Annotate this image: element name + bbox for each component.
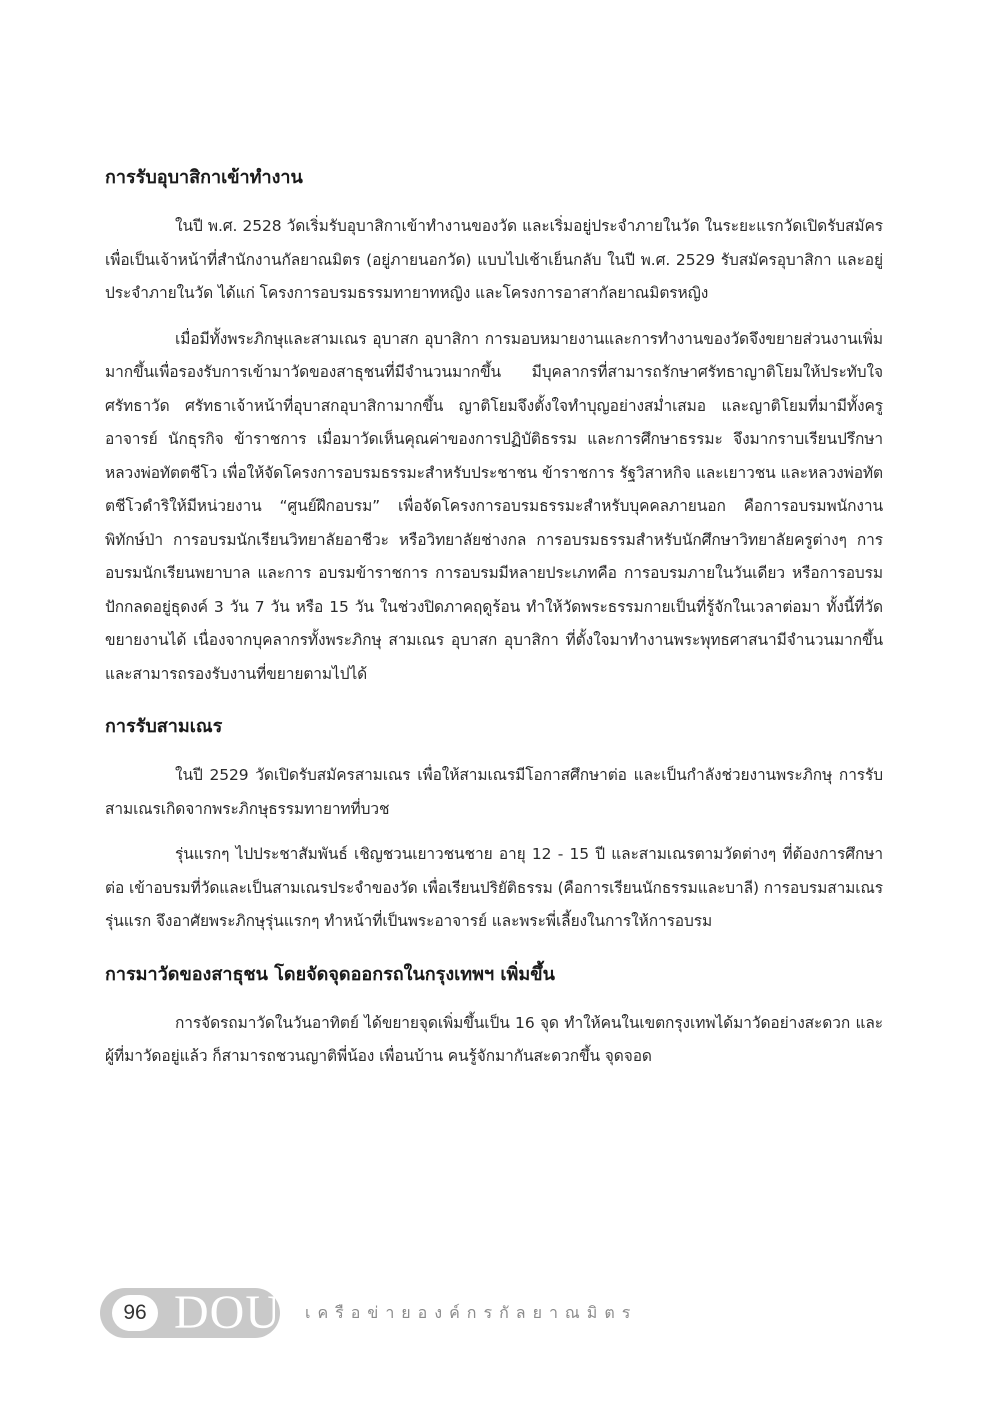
dou-logo: DOU (174, 1286, 281, 1339)
page-content (105, 160, 883, 1092)
paragraph: เมื่อมีทั้งพระภิกษุและสามเณร อุบาสก อุบาสิกา การมอบหมายงานและการทำงานของวัดจึงขยายส่วนงานเพิ่มมากขึ้นเพื่อรองรับการเข้ามาวัดของสาธุชนที่มีจำนวนมากขึ้น มีบุคลากรที่สามารถรักษาศรัทธาญาติโยมให้ประทับใจ ศรัทธาวัด ศรัทธาเจ้าหน้าที่อุบาสกอุบาสิกามากขึ้น ญาติโยมจึงตั้งใจทำบุญอย่างสม่ำเสมอ และญาติโยมที่มามีทั้งครูอาจารย์ นักธุรกิจ ข้าราชการ เมื่อมาวัดเห็นคุณค่าของการปฏิบัติธรรม และการศึกษาธรรมะ จึงมากราบเรียนปรึกษาหลวงพ่อทัตตชีโว เพื่อให้จัดโครงการอบรมธรรมะสำหรับประชาชน ข้าราชการ รัฐวิสาหกิจ และเยาวชน และหลวงพ่อทัตตชีโวดำริให้มีหน่วยงาน “ศูนย์ฝึกอบรม” เพื่อจัดโครงการอบรมธรรมะสำหรับบุคคลภายนอก คือการอบรมพนักงานพิทักษ์ป่า การอบรมนักเรียนวิทยาลัยอาชีวะ หรือวิทยาลัยช่างกล การอบรมธรรมสำหรับนักศึกษาวิทยาลัยครูต่างๆ การอบรมนักเรียนพยาบาล และการ อบรมข้าราชการ การอบรมมีหลายประเภทคือ การอบรมภายในวันเดียว หรือการอบรมปักกลดอยู่ธุดงค์ 3 วัน 7 วัน หรือ 15 วัน ในช่วงปิดภาคฤดูร้อน ทำให้วัดพระธรรมกายเป็นที่รู้จักในเวลาต่อมา ทั้งนี้ที่วัดขยายงานได้ เนื่องจากบุคลากรทั้งพระภิกษุ สามเณร อุบาสก อุบาสิกา ที่ตั้งใจมาทำงานพระพุทธศาสนามีจำนวนมากขึ้น และสามารถรองรับงานที่ขยายตามไปได้ (105, 329, 883, 683)
paragraph: รุ่นแรกๆ ไปประชาสัมพันธ์ เชิญชวนเยาวชนชาย อายุ 12 - 15 ปี และสามเณรตามวัดต่างๆ ที่ต้องการศึกษาต่อ เข้าอบรมที่วัดและเป็นสามเณรประจำของวัด เพื่อเรียนปริยัติธรรม (คือการเรียนนักธรรมและบาลี) การอบรมสามเณรรุ่นแรก จึงอาศัยพระภิกษุรุ่นแรกๆ ทำหน้าที่เป็นพระอาจารย์ และพระพี่เลี้ยงในการให้การอบรม (105, 845, 883, 930)
paragraph: การจัดรถมาวัดในวันอาทิตย์ ได้ขยายจุดเพิ่มขึ้นเป็น 16 จุด ทำให้คนในเขตกรุงเทพได้มาวัดอย่างสะดวก และผู้ที่มาวัดอยู่แล้ว ก็สามารถชวนญาติพี่น้อง เพื่อนบ้าน คนรู้จักมากันสะดวกขึ้น จุดจอด (105, 1013, 883, 1065)
section-heading: การรับสามเณร (105, 716, 223, 737)
section-heading: การรับอุบาสิกาเข้าทำงาน (105, 167, 303, 188)
network-name: เครือข่ายองค์กรกัลยาณมิตร (305, 1303, 638, 1322)
paragraph: ในปี พ.ศ. 2528 วัดเริ่มรับอุบาสิกาเข้าทำงานของวัด และเริ่มอยู่ประจำภายในวัด ในระยะแรกวัดเปิดรับสมัครเพื่อเป็นเจ้าหน้าที่สำนักงานกัลยาณมิตร (อยู่ภายนอกวัด) แบบไปเช้าเย็นกลับ ในปี พ.ศ. 2529 รับสมัครอุบาสิกา และอยู่ประจำภายในวัด ได้แก่ โครงการอบรมธรรมทายาทหญิง และโครงการอาสากัลยาณมิตรหญิง (105, 217, 883, 302)
page-number: 96 (112, 1295, 158, 1331)
paragraph: ในปี 2529 วัดเปิดรับสมัครสามเณร เพื่อให้สามเณรมีโอกาสศึกษาต่อ และเป็นกำลังช่วยงานพระภิกษุ การรับสามเณรเกิดจากพระภิกษุธรรมทายาทที่บวช (105, 766, 883, 818)
page-footer (100, 1288, 980, 1340)
footer-badge (100, 1288, 280, 1338)
section-transport (105, 957, 883, 1074)
section-female-laity (105, 160, 883, 691)
section-novices (105, 709, 883, 939)
section-heading: การมาวัดของสาธุชน โดยจัดจุดออกรถในกรุงเทพฯ เพิ่มขึ้น (105, 963, 555, 985)
